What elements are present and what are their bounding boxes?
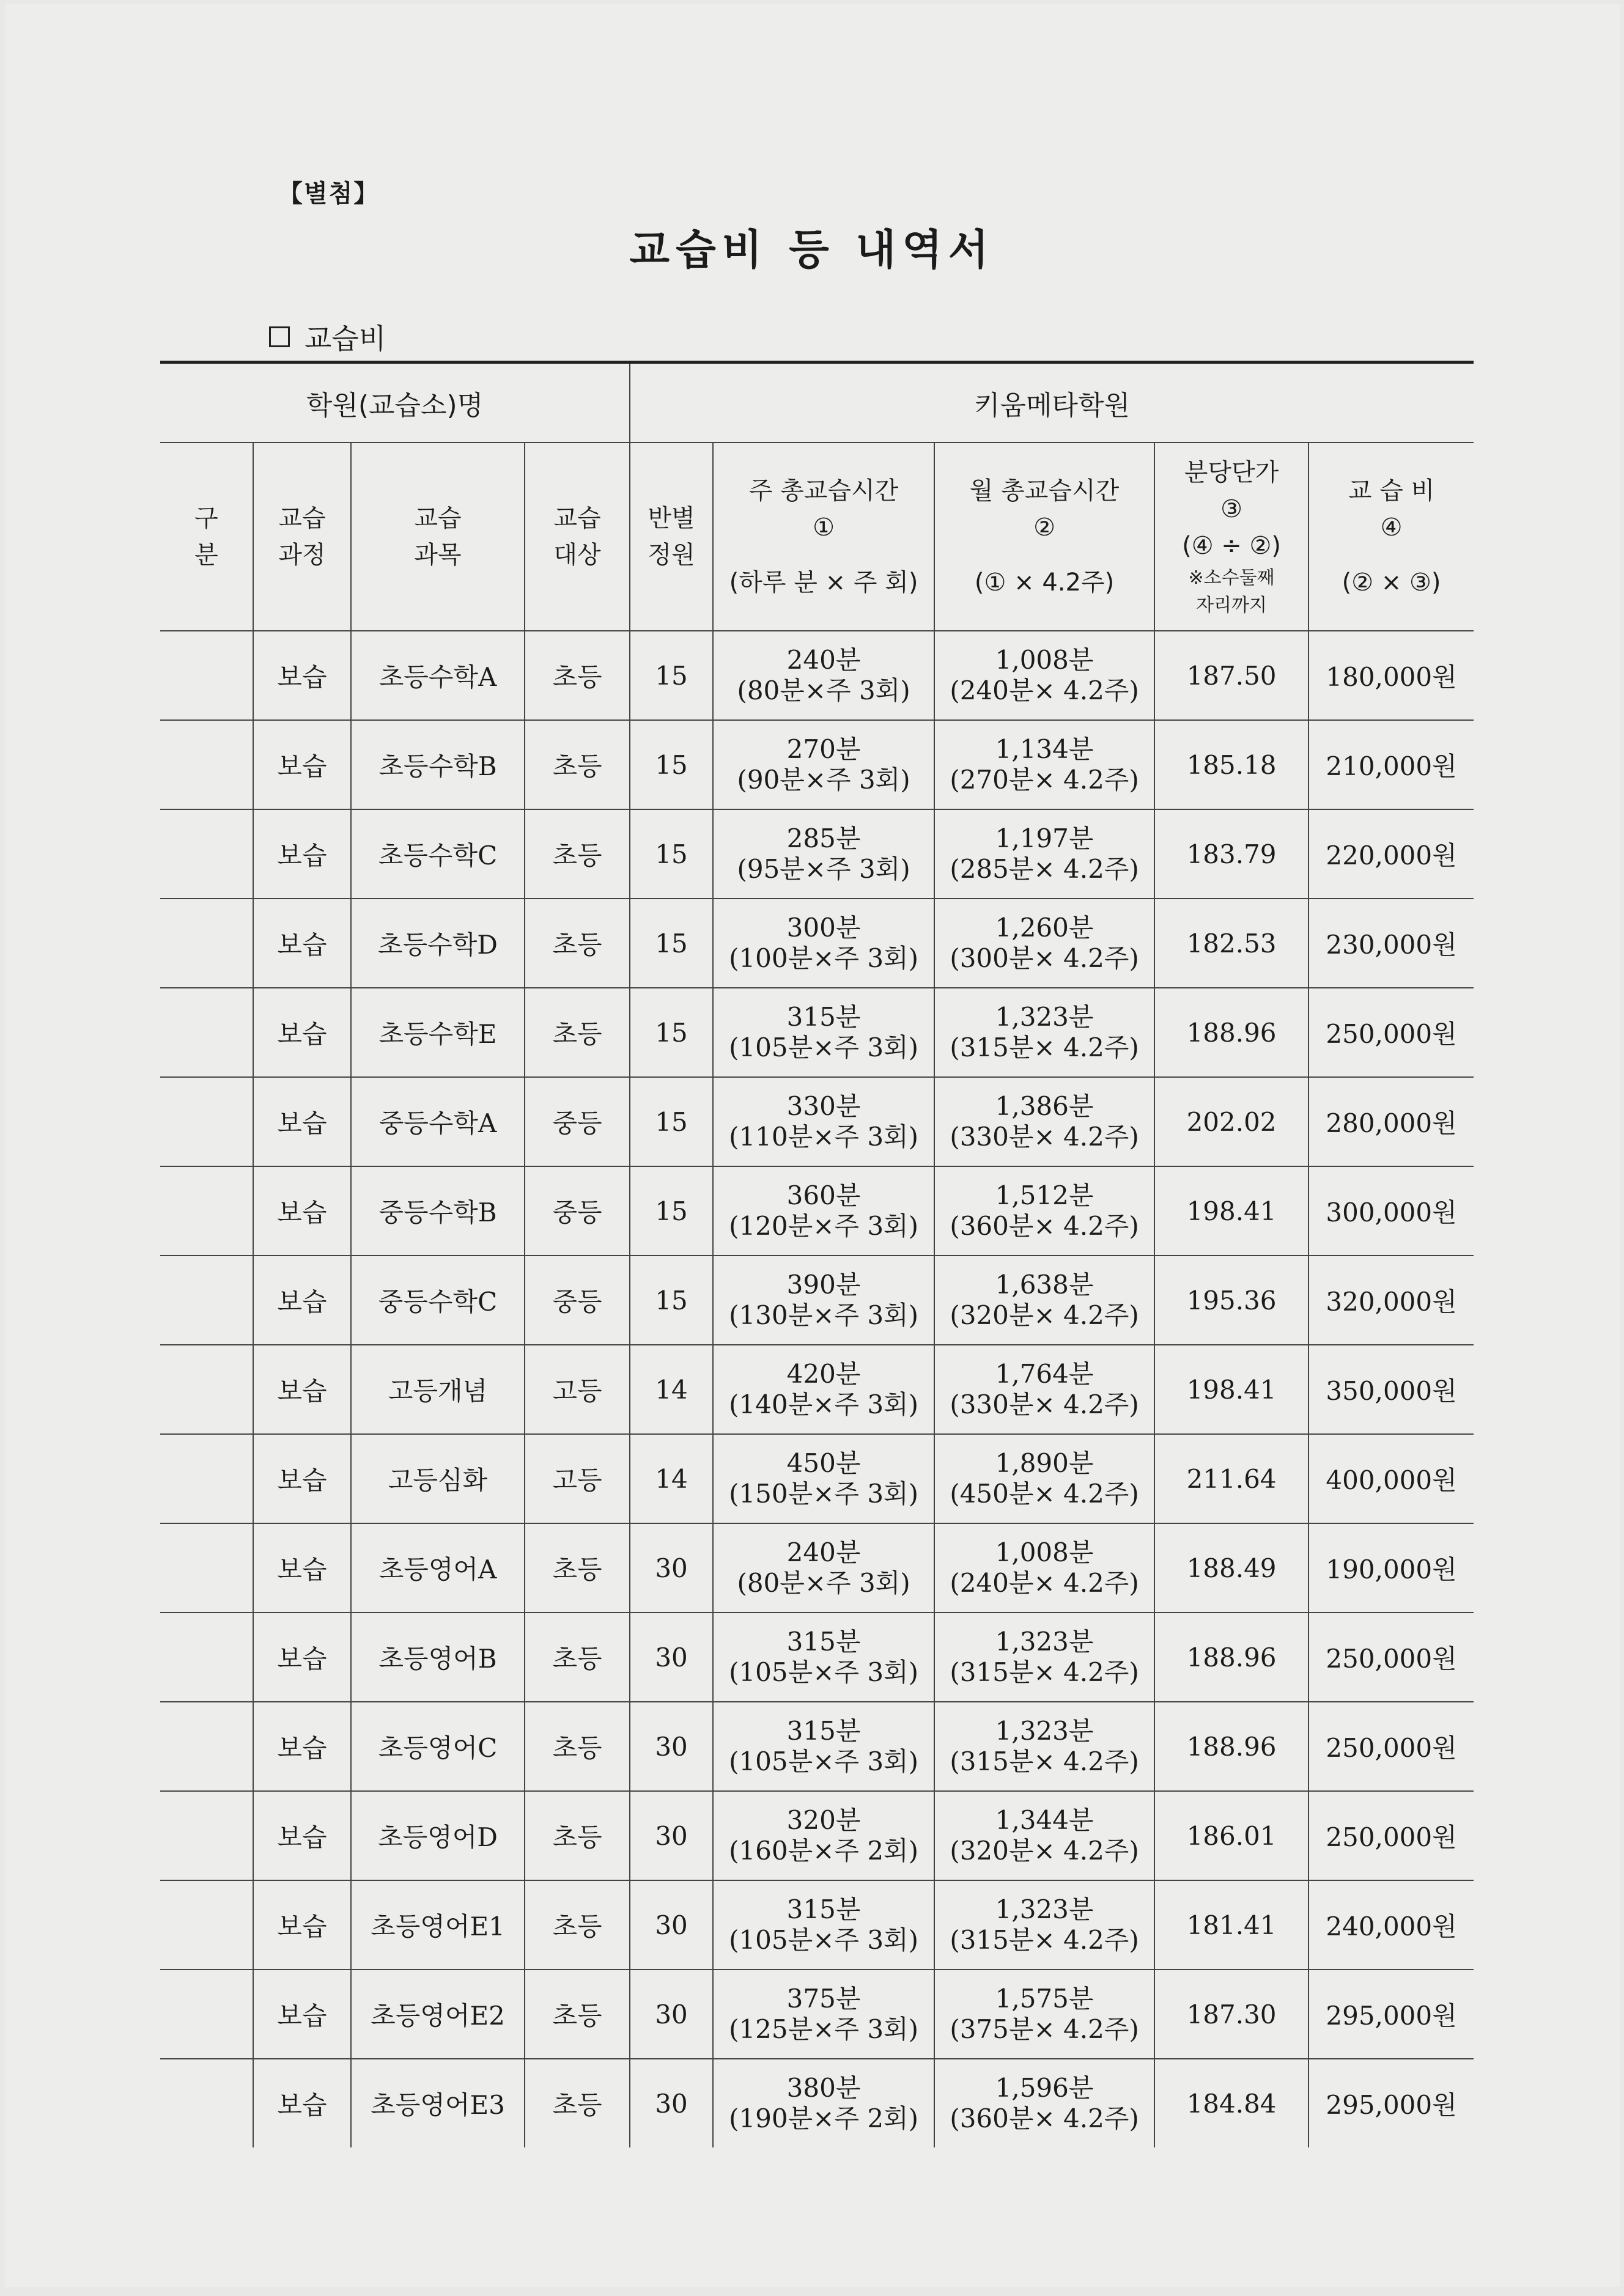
- cell-subject: 초등영어E3: [351, 2059, 525, 2147]
- cell-unit-price: 211.64: [1154, 1434, 1308, 1523]
- cell-subject: 고등심화: [351, 1434, 525, 1523]
- cell-weekly-hours: 390분 (130분×주 3회): [713, 1256, 934, 1345]
- cell-target: 초등: [525, 1791, 630, 1880]
- cell-target: 중등: [525, 1256, 630, 1345]
- cell-unit-price: 186.01: [1154, 1791, 1308, 1880]
- table-row: [160, 1970, 1474, 2059]
- cell-course: 보습: [253, 1880, 351, 1970]
- cell-fee: 230,000원: [1308, 899, 1474, 988]
- cell-target: 초등: [525, 1702, 630, 1791]
- cell-category: [160, 988, 253, 1077]
- cell-monthly-hours: 1,596분 (360분× 4.2주): [934, 2059, 1154, 2147]
- cell-capacity: 30: [630, 1791, 713, 1880]
- cell-monthly-hours: 1,134분 (270분× 4.2주): [934, 720, 1154, 809]
- cell-subject: 초등영어E1: [351, 1880, 525, 1970]
- cell-capacity: 30: [630, 1523, 713, 1613]
- header-course: 교습 과정: [253, 443, 351, 631]
- cell-weekly-hours: 315분 (105분×주 3회): [713, 1880, 934, 1970]
- cell-fee: 190,000원: [1308, 1523, 1474, 1613]
- cell-course: 보습: [253, 2059, 351, 2147]
- cell-capacity: 15: [630, 988, 713, 1077]
- cell-category: [160, 1702, 253, 1791]
- cell-target: 초등: [525, 1523, 630, 1613]
- cell-unit-price: 187.50: [1154, 631, 1308, 720]
- cell-monthly-hours: 1,890분 (450분× 4.2주): [934, 1434, 1154, 1523]
- cell-subject: 초등수학E: [351, 988, 525, 1077]
- cell-course: 보습: [253, 1523, 351, 1613]
- cell-capacity: 30: [630, 1702, 713, 1791]
- cell-target: 중등: [525, 1166, 630, 1256]
- cell-unit-price: 181.41: [1154, 1880, 1308, 1970]
- cell-capacity: 30: [630, 1613, 713, 1702]
- cell-fee: 250,000원: [1308, 1791, 1474, 1880]
- cell-target: 초등: [525, 631, 630, 720]
- cell-monthly-hours: 1,008분 (240분× 4.2주): [934, 631, 1154, 720]
- table-row: [160, 1166, 1474, 1256]
- cell-category: [160, 1166, 253, 1256]
- cell-unit-price: 198.41: [1154, 1345, 1308, 1434]
- cell-unit-price: 188.96: [1154, 988, 1308, 1077]
- cell-category: [160, 1523, 253, 1613]
- document-title: 교습비 등 내역서: [629, 226, 995, 274]
- table-row: [160, 809, 1474, 899]
- cell-target: 초등: [525, 1880, 630, 1970]
- academy-name: 키움메타학원: [630, 362, 1474, 443]
- checkbox-icon: [269, 326, 290, 347]
- table-row: [160, 1256, 1474, 1345]
- cell-target: 초등: [525, 809, 630, 899]
- cell-course: 보습: [253, 1970, 351, 2059]
- cell-unit-price: 188.96: [1154, 1702, 1308, 1791]
- cell-course: 보습: [253, 1702, 351, 1791]
- cell-monthly-hours: 1,008분 (240분× 4.2주): [934, 1523, 1154, 1613]
- header-unit-price: 분당단가 ③ (④ ÷ ②) ※소수둘째 자리까지: [1154, 443, 1308, 631]
- cell-unit-price: 195.36: [1154, 1256, 1308, 1345]
- cell-weekly-hours: 360분 (120분×주 3회): [713, 1166, 934, 1256]
- cell-monthly-hours: 1,260분 (300분× 4.2주): [934, 899, 1154, 988]
- cell-subject: 초등수학B: [351, 720, 525, 809]
- cell-unit-price: 184.84: [1154, 2059, 1308, 2147]
- cell-fee: 350,000원: [1308, 1345, 1474, 1434]
- cell-subject: 초등영어C: [351, 1702, 525, 1791]
- table-row: [160, 720, 1474, 809]
- cell-monthly-hours: 1,323분 (315분× 4.2주): [934, 1613, 1154, 1702]
- academy-row: [160, 362, 1474, 443]
- cell-course: 보습: [253, 1077, 351, 1166]
- cell-weekly-hours: 330분 (110분×주 3회): [713, 1077, 934, 1166]
- section-heading: [269, 317, 386, 357]
- cell-subject: 초등수학D: [351, 899, 525, 988]
- table-row: [160, 899, 1474, 988]
- table-row: [160, 631, 1474, 720]
- cell-weekly-hours: 450분 (150분×주 3회): [713, 1434, 934, 1523]
- cell-course: 보습: [253, 899, 351, 988]
- header-monthly-hours: 월 총교습시간 ② (① × 4.2주): [934, 443, 1154, 631]
- cell-subject: 고등개념: [351, 1345, 525, 1434]
- cell-subject: 초등수학A: [351, 631, 525, 720]
- table-row: [160, 1077, 1474, 1166]
- cell-monthly-hours: 1,323분 (315분× 4.2주): [934, 1702, 1154, 1791]
- cell-capacity: 30: [630, 1880, 713, 1970]
- cell-weekly-hours: 320분 (160분×주 2회): [713, 1791, 934, 1880]
- header-weekly-hours: 주 총교습시간 ① (하루 분 × 주 회): [713, 443, 934, 631]
- cell-capacity: 15: [630, 1256, 713, 1345]
- cell-unit-price: 202.02: [1154, 1077, 1308, 1166]
- cell-fee: 180,000원: [1308, 631, 1474, 720]
- cell-subject: 초등영어A: [351, 1523, 525, 1613]
- cell-monthly-hours: 1,197분 (285분× 4.2주): [934, 809, 1154, 899]
- cell-weekly-hours: 380분 (190분×주 2회): [713, 2059, 934, 2147]
- academy-label: 학원(교습소)명: [160, 362, 630, 443]
- header-target: 교습 대상: [525, 443, 630, 631]
- header-capacity: 반별 정원: [630, 443, 713, 631]
- cell-monthly-hours: 1,323분 (315분× 4.2주): [934, 1880, 1154, 1970]
- cell-category: [160, 1880, 253, 1970]
- cell-monthly-hours: 1,512분 (360분× 4.2주): [934, 1166, 1154, 1256]
- table-row: [160, 988, 1474, 1077]
- table-row: [160, 1523, 1474, 1613]
- cell-fee: 220,000원: [1308, 809, 1474, 899]
- cell-fee: 250,000원: [1308, 1702, 1474, 1791]
- cell-course: 보습: [253, 1791, 351, 1880]
- cell-unit-price: 183.79: [1154, 809, 1308, 899]
- section-label: 교습비: [304, 322, 386, 355]
- cell-capacity: 30: [630, 2059, 713, 2147]
- cell-subject: 중등수학A: [351, 1077, 525, 1166]
- cell-subject: 초등영어D: [351, 1791, 525, 1880]
- table-row: [160, 1613, 1474, 1702]
- cell-category: [160, 720, 253, 809]
- cell-target: 초등: [525, 2059, 630, 2147]
- cell-category: [160, 1077, 253, 1166]
- cell-target: 고등: [525, 1345, 630, 1434]
- cell-weekly-hours: 315분 (105분×주 3회): [713, 1613, 934, 1702]
- cell-weekly-hours: 315분 (105분×주 3회): [713, 1702, 934, 1791]
- cell-capacity: 15: [630, 720, 713, 809]
- cell-target: 고등: [525, 1434, 630, 1523]
- cell-monthly-hours: 1,323분 (315분× 4.2주): [934, 988, 1154, 1077]
- cell-category: [160, 809, 253, 899]
- cell-capacity: 14: [630, 1434, 713, 1523]
- table-row: [160, 1791, 1474, 1880]
- cell-capacity: 30: [630, 1970, 713, 2059]
- cell-category: [160, 631, 253, 720]
- cell-fee: 295,000원: [1308, 1970, 1474, 2059]
- cell-category: [160, 899, 253, 988]
- cell-weekly-hours: 270분 (90분×주 3회): [713, 720, 934, 809]
- cell-capacity: 15: [630, 1166, 713, 1256]
- cell-fee: 250,000원: [1308, 1613, 1474, 1702]
- cell-target: 초등: [525, 1970, 630, 2059]
- cell-fee: 250,000원: [1308, 988, 1474, 1077]
- cell-category: [160, 1613, 253, 1702]
- cell-category: [160, 2059, 253, 2147]
- cell-fee: 295,000원: [1308, 2059, 1474, 2147]
- cell-unit-price: 185.18: [1154, 720, 1308, 809]
- cell-target: 초등: [525, 988, 630, 1077]
- cell-fee: 300,000원: [1308, 1166, 1474, 1256]
- cell-course: 보습: [253, 720, 351, 809]
- cell-course: 보습: [253, 1345, 351, 1434]
- cell-category: [160, 1256, 253, 1345]
- cell-fee: 210,000원: [1308, 720, 1474, 809]
- cell-target: 초등: [525, 720, 630, 809]
- cell-fee: 320,000원: [1308, 1256, 1474, 1345]
- cell-weekly-hours: 300분 (100분×주 3회): [713, 899, 934, 988]
- cell-category: [160, 1345, 253, 1434]
- cell-fee: 280,000원: [1308, 1077, 1474, 1166]
- fee-table: [160, 361, 1474, 2147]
- column-header-row: [160, 443, 1474, 631]
- cell-subject: 초등영어E2: [351, 1970, 525, 2059]
- table-row: [160, 1345, 1474, 1434]
- cell-fee: 400,000원: [1308, 1434, 1474, 1523]
- cell-subject: 중등수학B: [351, 1166, 525, 1256]
- cell-subject: 중등수학C: [351, 1256, 525, 1345]
- cell-monthly-hours: 1,386분 (330분× 4.2주): [934, 1077, 1154, 1166]
- cell-capacity: 15: [630, 899, 713, 988]
- cell-category: [160, 1434, 253, 1523]
- cell-weekly-hours: 375분 (125분×주 3회): [713, 1970, 934, 2059]
- cell-category: [160, 1970, 253, 2059]
- cell-course: 보습: [253, 988, 351, 1077]
- cell-weekly-hours: 240분 (80분×주 3회): [713, 631, 934, 720]
- header-category: 구 분: [160, 443, 253, 631]
- cell-course: 보습: [253, 809, 351, 899]
- cell-course: 보습: [253, 1434, 351, 1523]
- cell-target: 중등: [525, 1077, 630, 1166]
- table-row: [160, 2059, 1474, 2147]
- cell-category: [160, 1791, 253, 1880]
- cell-capacity: 15: [630, 809, 713, 899]
- cell-monthly-hours: 1,638분 (320분× 4.2주): [934, 1256, 1154, 1345]
- table-row: [160, 1702, 1474, 1791]
- cell-course: 보습: [253, 1613, 351, 1702]
- cell-capacity: 15: [630, 1077, 713, 1166]
- cell-subject: 초등영어B: [351, 1613, 525, 1702]
- cell-capacity: 15: [630, 631, 713, 720]
- attachment-label: 【별첨】: [278, 180, 380, 208]
- cell-weekly-hours: 420분 (140분×주 3회): [713, 1345, 934, 1434]
- cell-course: 보습: [253, 1256, 351, 1345]
- cell-course: 보습: [253, 1166, 351, 1256]
- cell-weekly-hours: 315분 (105분×주 3회): [713, 988, 934, 1077]
- cell-course: 보습: [253, 631, 351, 720]
- cell-target: 초등: [525, 899, 630, 988]
- cell-monthly-hours: 1,344분 (320분× 4.2주): [934, 1791, 1154, 1880]
- cell-unit-price: 182.53: [1154, 899, 1308, 988]
- cell-subject: 초등수학C: [351, 809, 525, 899]
- cell-weekly-hours: 285분 (95분×주 3회): [713, 809, 934, 899]
- cell-monthly-hours: 1,575분 (375분× 4.2주): [934, 1970, 1154, 2059]
- cell-unit-price: 198.41: [1154, 1166, 1308, 1256]
- table-row: [160, 1880, 1474, 1970]
- cell-capacity: 14: [630, 1345, 713, 1434]
- cell-target: 초등: [525, 1613, 630, 1702]
- cell-monthly-hours: 1,764분 (330분× 4.2주): [934, 1345, 1154, 1434]
- header-subject: 교습 과목: [351, 443, 525, 631]
- cell-unit-price: 187.30: [1154, 1970, 1308, 2059]
- cell-weekly-hours: 240분 (80분×주 3회): [713, 1523, 934, 1613]
- cell-unit-price: 188.49: [1154, 1523, 1308, 1613]
- header-fee: 교 습 비 ④ (② × ③): [1308, 443, 1474, 631]
- cell-unit-price: 188.96: [1154, 1613, 1308, 1702]
- cell-fee: 240,000원: [1308, 1880, 1474, 1970]
- table-row: [160, 1434, 1474, 1523]
